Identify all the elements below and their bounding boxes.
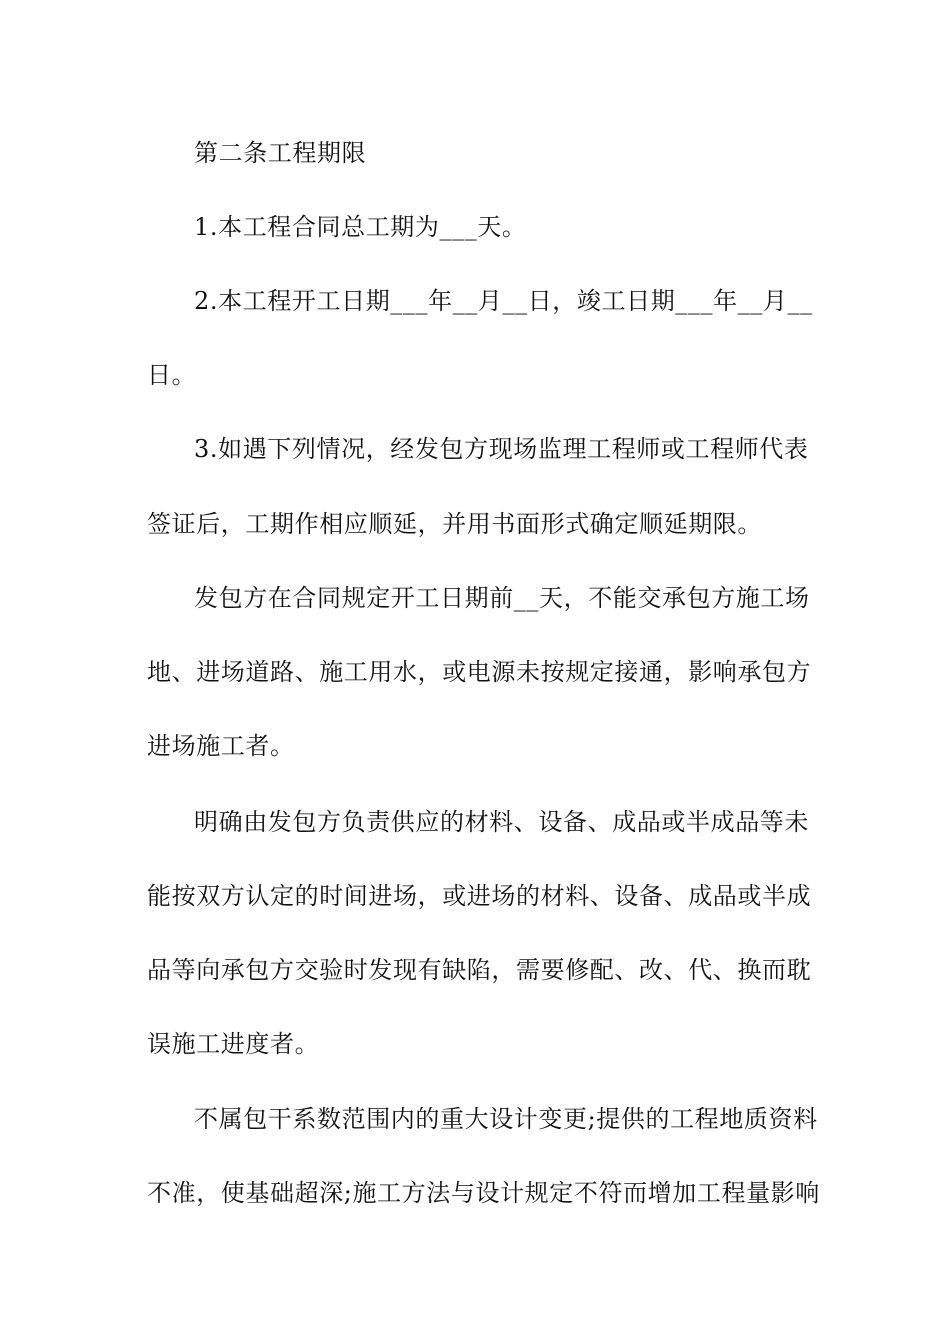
paragraph-line: 签证后，工期作相应顺延，并用书面形式确定顺延期限。 <box>147 510 762 538</box>
paragraph-line: 明确由发包方负责供应的材料、设备、成品或半成品等未 <box>194 808 809 836</box>
paragraph-line: 品等向承包方交验时发现有缺陷，需要修配、改、代、换而耽 <box>147 956 812 984</box>
paragraph-line: 日。 <box>147 361 197 389</box>
paragraph-line: 进场施工者。 <box>147 732 295 760</box>
paragraph-line: 1.本工程合同总工期为___天。 <box>194 213 527 241</box>
paragraph-line: 不属包干系数范围内的重大设计变更;提供的工程地质资料 <box>194 1105 818 1133</box>
paragraph-line: 能按双方认定的时间进场，或进场的材料、设备、成品或半成 <box>147 882 812 910</box>
paragraph-line: 地、进场道路、施工用水，或电源未按规定接通，影响承包方 <box>147 658 812 686</box>
paragraph-line: 误施工进度者。 <box>147 1030 320 1058</box>
paragraph-line: 2.本工程开工日期___年__月__日，竣工日期___年__月__ <box>194 287 813 315</box>
paragraph-line: 发包方在合同规定开工日期前__天，不能交承包方施工场 <box>194 584 810 612</box>
paragraph-line: 3.如遇下列情况，经发包方现场监理工程师或工程师代表 <box>194 435 809 463</box>
section-heading: 第二条工程期限 <box>194 139 367 167</box>
paragraph-line: 不准，使基础超深;施工方法与设计规定不符而增加工程量影响 <box>147 1179 820 1207</box>
